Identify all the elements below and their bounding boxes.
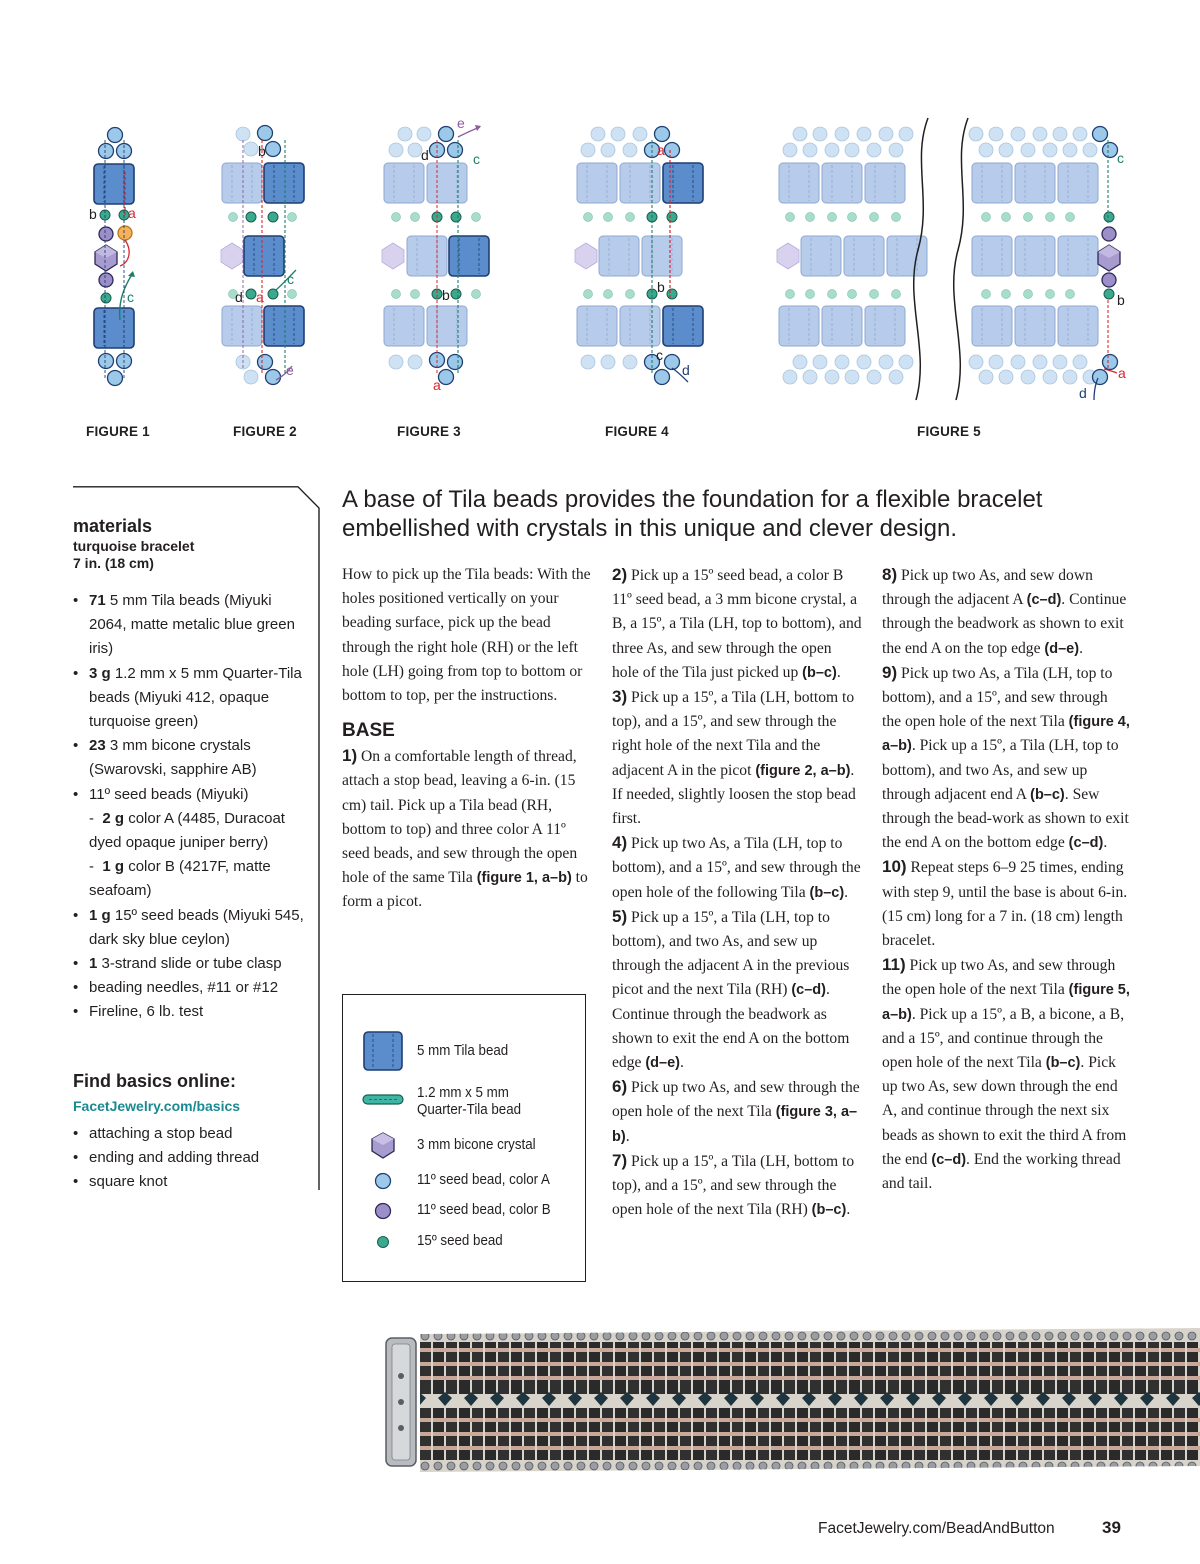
bracelet-beadwork xyxy=(420,1328,1200,1472)
fig2-letter-d: d xyxy=(235,289,243,305)
legend-bead-a-label: 11º seed bead, color A xyxy=(417,1172,550,1188)
figure-3 xyxy=(382,115,489,393)
list-item: • Fireline, 6 lb. test xyxy=(73,1000,309,1024)
figure-5 xyxy=(777,118,1126,401)
tila-bead-icon xyxy=(361,1031,405,1071)
step-10: 10) Repeat steps 6–9 25 times, ending with step 9, until the base is about 6-in. (15 cm) long for a 7 in. (18 cm) length bracelet. xyxy=(882,857,1128,950)
quarter-tila-bead-icon xyxy=(361,1085,405,1125)
fig1-letter-c: c xyxy=(127,289,134,305)
step-8: 8) Pick up two As, and sew down through the adjacent A (c–d). Continue through the beadwork as shown to exit the end A on the top edge (d–e). xyxy=(882,565,1127,657)
legend-row-seed15 xyxy=(343,1231,587,1255)
materials-title: materials xyxy=(73,516,153,536)
list-item: • attaching a stop bead xyxy=(73,1122,259,1146)
materials-subtitle xyxy=(73,538,194,572)
seed-bead-15-icon xyxy=(361,1231,405,1253)
materials-subtitle-line1: turquoise bracelet xyxy=(73,538,195,554)
instructions-column-1 xyxy=(342,563,594,915)
fig3-letter-d: d xyxy=(421,147,429,163)
list-item: • 11º seed beads (Miyuki) xyxy=(73,783,309,807)
figures-illustration xyxy=(0,0,1200,460)
legend-bead-b-label: 11º seed bead, color B xyxy=(417,1202,551,1218)
list-item: • 23 3 mm bicone crystals (Swarovski, sapphire AB) xyxy=(73,734,309,782)
instructions-column-2 xyxy=(612,563,862,1222)
basics-link[interactable]: FacetJewelry.com/basics xyxy=(73,1098,241,1114)
legend-crystal-label: 3 mm bicone crystal xyxy=(417,1137,536,1153)
bicone-crystal-icon xyxy=(361,1131,405,1161)
fig3-letter-c: c xyxy=(473,151,480,167)
figure-4 xyxy=(575,127,703,385)
legend-row-bead-b xyxy=(343,1200,587,1224)
legend-tila-label: 5 mm Tila bead xyxy=(417,1043,509,1059)
instructions-column-3 xyxy=(882,563,1130,1196)
step-2: 2) Pick up a 15º seed bead, a color B 11º seed bead, a 3 mm bicone crystal, a B, a 15º, a Tila (LH, top to bottom), and three As, and sew through the open hole of the Tila just picked up (b–c). xyxy=(612,565,862,681)
step-6: 6) Pick up two As, and sew through the open hole of the next Tila (figure 3, a–b). xyxy=(612,1077,860,1145)
seed-bead-b-icon xyxy=(361,1200,405,1222)
bead-legend xyxy=(342,994,586,1282)
fig5-letter-a: a xyxy=(1118,365,1126,381)
list-item: • ending and adding thread xyxy=(73,1146,259,1170)
fig1-letter-b: b xyxy=(89,206,97,222)
legend-quarter-line2: Quarter-Tila bead xyxy=(417,1102,522,1118)
fig2-letter-c: c xyxy=(287,271,294,287)
legend-row-bead-a xyxy=(343,1170,587,1194)
step-4: 4) Pick up two As, a Tila (LH, top to bottom), and a 15º, and sew through the open hole of the following Tila (b–c). xyxy=(612,833,861,901)
page-number: 39 xyxy=(1102,1518,1121,1537)
legend-quarter-tila-label xyxy=(417,1085,521,1119)
fig4-letter-c: c xyxy=(656,347,663,363)
list-item: • square knot xyxy=(73,1170,259,1194)
figure-3-label: FIGURE 3 xyxy=(397,424,461,439)
fig2-letter-b: b xyxy=(258,143,266,159)
list-subitem: - 2 g color A (4485, Duracoat dyed opaque juniper berry) xyxy=(89,809,285,852)
legend-seed15-label: 15º seed bead xyxy=(417,1233,503,1249)
step-11: 11) Pick up two As, and sew through the open hole of the next Tila (figure 5, a–b). Pick up a 15º, a B, a bicone, a B, and a 15º, and continue through the open hole of the next Tila (b–c). Pick up two As, sew down through the end A, and continue through the next six beads as shown to exit the third A from the end (c–d). End the working thread and tail. xyxy=(882,955,1130,1193)
figure-5-label: FIGURE 5 xyxy=(917,424,981,439)
materials-panel xyxy=(73,486,321,1190)
figure-2-label: FIGURE 2 xyxy=(233,424,297,439)
legend-quarter-line1: 1.2 mm x 5 mm xyxy=(417,1085,509,1101)
bracelet-photo xyxy=(380,1326,1200,1476)
list-item: • 71 5 mm Tila beads (Miyuki 2064, matte metalic blue green iris) xyxy=(73,589,309,662)
figure-4-label: FIGURE 4 xyxy=(605,424,669,439)
list-item: • 3 g 1.2 mm x 5 mm Quarter-Tila beads (Miyuki 412, opaque turquoise green) xyxy=(73,662,309,735)
fig5-letter-c: c xyxy=(1117,150,1124,166)
fig3-letter-e: e xyxy=(457,115,465,131)
materials-subtitle-line2: 7 in. (18 cm) xyxy=(73,555,154,571)
fig4-letter-d: d xyxy=(682,362,690,378)
legend-row-tila xyxy=(343,1031,587,1071)
intro-deck: A base of Tila beads provides the foundation for a flexible bracelet embellished with crystals in this unique and clever design. xyxy=(342,486,1043,542)
fig4-letter-b: b xyxy=(657,279,665,295)
section-heading-base: BASE xyxy=(342,720,395,742)
list-item: • 1 g 15º seed beads (Miyuki 545, dark sky blue ceylon) xyxy=(73,904,309,952)
fig2-letter-a: a xyxy=(256,289,264,305)
step-5: 5) Pick up a 15º, a Tila (LH, top to bottom), and two As, and sew up through the adjacent A in the previous picot and the next Tila (RH) (c–d). Continue through the beadwork as shown to exit the end A on the bottom edge (d–e). xyxy=(612,906,850,1072)
figure-1-label: FIGURE 1 xyxy=(86,424,150,439)
fig5-letter-d: d xyxy=(1079,385,1087,401)
basics-list xyxy=(73,1122,259,1195)
step-7: 7) Pick up a 15º, a Tila (LH, bottom to top), and a 15º, and sew through the open hole of the next Tila (RH) (b–c). xyxy=(612,1150,855,1219)
fig3-letter-a: a xyxy=(433,377,441,393)
fig5-letter-b: b xyxy=(1117,292,1125,308)
legend-row-crystal xyxy=(343,1131,587,1163)
footer-url[interactable]: FacetJewelry.com/BeadAndButton xyxy=(818,1520,1055,1537)
fig4-letter-a: a xyxy=(657,142,665,158)
list-subitem: - 1 g color B (4217F, matte seafoam) xyxy=(89,858,271,900)
list-item: • 1 3-strand slide or tube clasp xyxy=(73,952,309,976)
step-9: 9) Pick up two As, a Tila (LH, top to bottom), and a 15º, and sew through the open hole of the next Tila (figure 4, a–b). Pick up a 15º, a Tila (LH, top to bottom), and two As, and sew up through adjacent end A (b–c). Sew through the bead-work as shown to exit the end A on the bottom edge (c–d). xyxy=(882,662,1130,852)
step-1: 1) On a comfortable length of thread, attach a stop bead, leaving a 6-in. (15 cm) tail. Pick up a Tila bead (RH, bottom to top) and three color A 11º seed beads, and sew through the open hole of the same Tila (figure 1, a–b) to form a picot. xyxy=(342,746,588,911)
basics-title: Find basics online: xyxy=(73,1071,237,1091)
figure-1 xyxy=(89,128,136,386)
step-3: 3) Pick up a 15º, a Tila (LH, bottom to top), and a 15º, and sew through the right hole of the next Tila and the adjacent A in the picot (figure 2, a–b). If needed, slightly loosen the stop bead first. xyxy=(612,687,856,828)
fig1-letter-a: a xyxy=(128,205,136,221)
figure-2 xyxy=(221,126,304,385)
list-item: • beading needles, #11 or #12 xyxy=(73,976,309,1000)
legend-row-quarter-tila xyxy=(343,1085,587,1125)
fig3-letter-b: b xyxy=(442,287,450,303)
fig2-letter-e: e xyxy=(286,362,294,378)
how-to-paragraph: How to pick up the Tila beads: With the holes positioned vertically on your beading surface, pick up the bead through the right hole (RH) or the left hole (LH) going from top to bottom or bottom to top, per the instructions. xyxy=(342,566,591,705)
materials-list xyxy=(73,589,309,1025)
seed-bead-a-icon xyxy=(361,1170,405,1192)
